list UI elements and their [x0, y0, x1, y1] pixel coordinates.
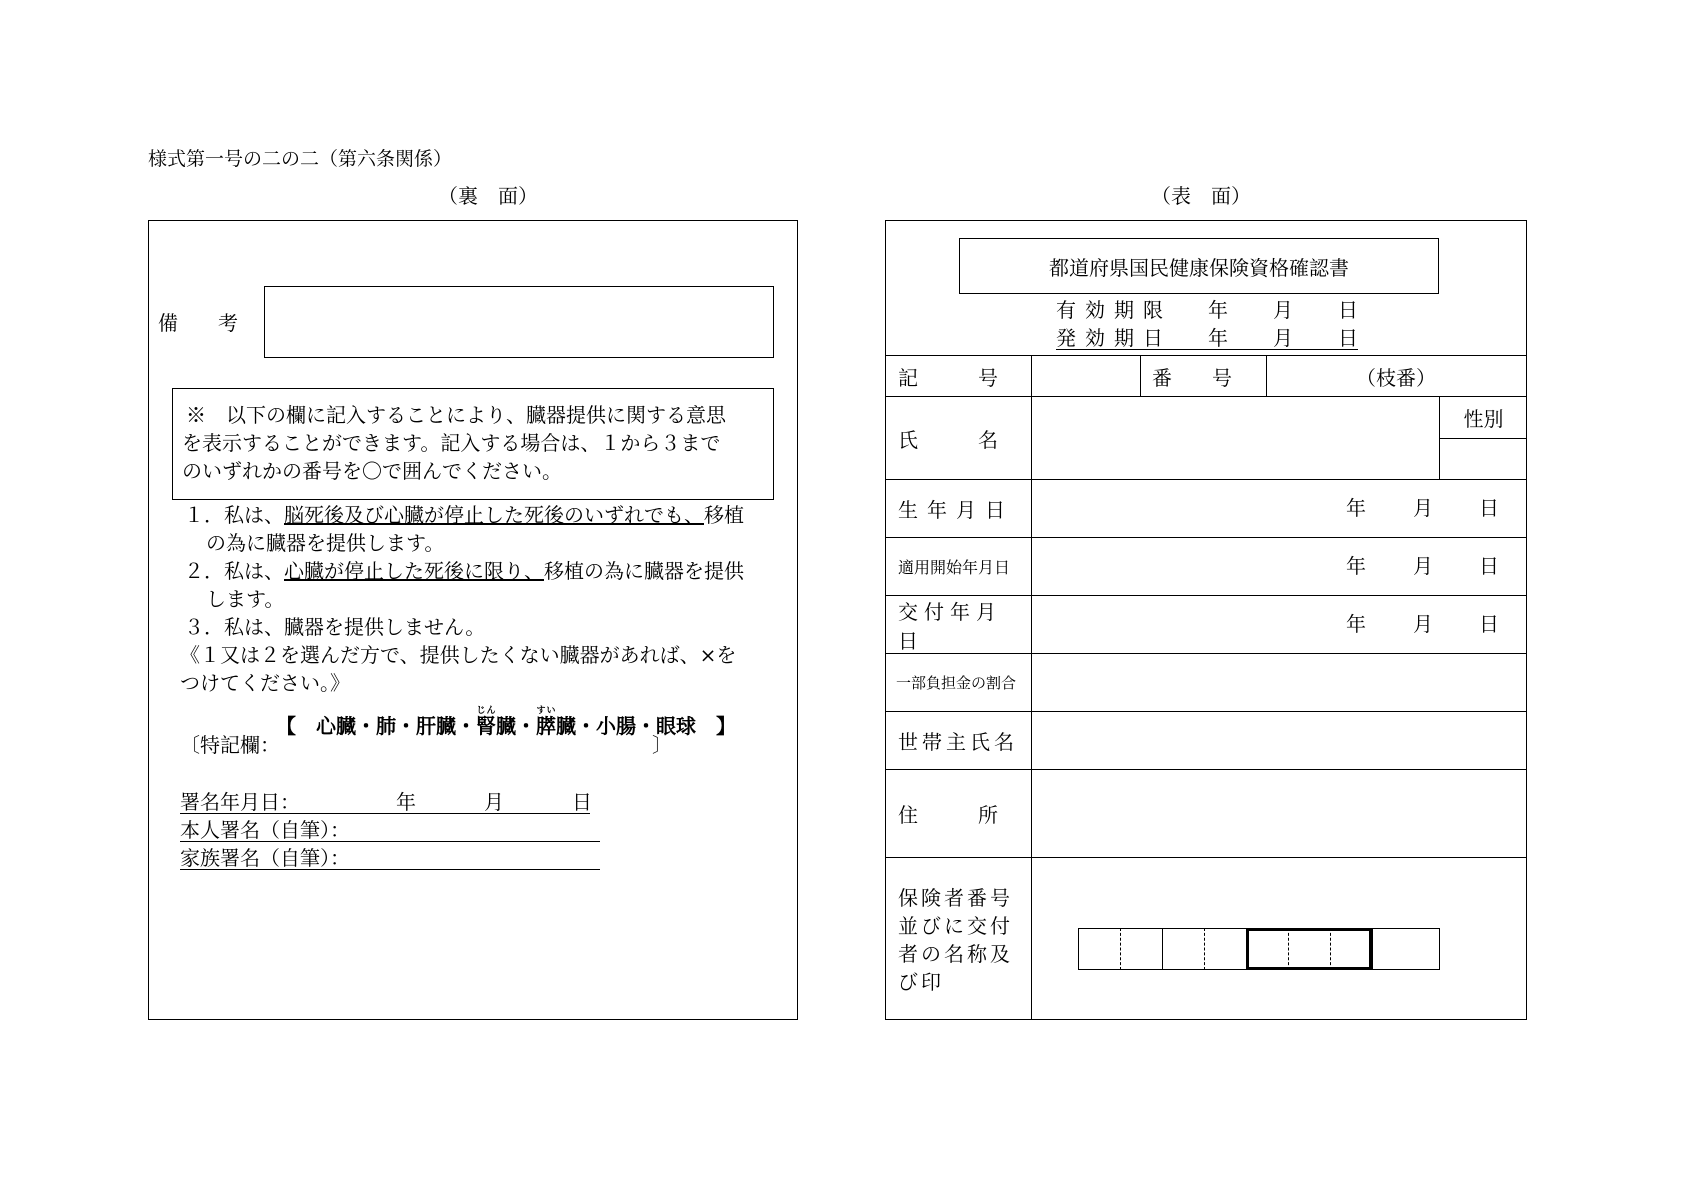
- organ-kidney-text: 腎: [476, 714, 496, 738]
- householder-label-cell: [898, 712, 1022, 769]
- number-column-divider: [1140, 355, 1141, 396]
- effective-date-month: 月: [1273, 326, 1293, 350]
- organ-pancreas-ruby: すい: [536, 706, 556, 716]
- sign-date-line[interactable]: [180, 813, 590, 814]
- row-divider: [885, 857, 1527, 858]
- issue-date-label-cell: [898, 596, 1022, 653]
- organ-list-suffix: 臓・小腸・眼球 】: [556, 714, 736, 738]
- option-2-suffix: 移植の為に臓器を提供: [544, 559, 744, 583]
- effective-date-year: 年: [1208, 326, 1228, 350]
- option-2-underlined: 心臓が停止した死後に限り、: [284, 559, 544, 583]
- gender-field[interactable]: [1440, 439, 1527, 479]
- insurer-digit-divider: [1120, 928, 1121, 970]
- insurer-digit-divider: [1204, 928, 1205, 970]
- effective-date-underline: [1056, 349, 1358, 350]
- apply-start-day: 日: [1479, 554, 1499, 578]
- remarks-label: 備 考: [158, 311, 238, 335]
- issue-year: 年: [1346, 612, 1366, 636]
- organ-pancreas-text: 膵: [536, 714, 556, 738]
- copay-field[interactable]: [1032, 654, 1527, 711]
- card-title: 都道府県国民健康保険資格確認書: [1049, 255, 1349, 280]
- address-label: 住 所: [898, 803, 998, 827]
- valid-until-year: 年: [1208, 298, 1228, 322]
- issue-day: 日: [1479, 612, 1499, 636]
- householder-field[interactable]: [1032, 712, 1527, 769]
- branch-label-cell: [1356, 356, 1476, 396]
- organ-list[interactable]: [276, 706, 736, 736]
- insurer-label-line-1: 保険者番号: [898, 886, 1013, 910]
- symbol-label-cell: [898, 356, 1022, 396]
- organ-list-mid: 臓・: [496, 714, 536, 738]
- insurer-number-highlight-box: [1246, 928, 1372, 970]
- gender-label-cell: [1440, 397, 1527, 438]
- exclude-note-line-1: 《１又は２を選んだ方で、提供したくない臓器があれば、×を: [180, 643, 737, 667]
- insurer-number-divider: [1162, 928, 1163, 970]
- sign-date-year: 年: [396, 790, 416, 814]
- copay-label: 一部負担金の割合: [896, 674, 1017, 692]
- notice-line-3: のいずれかの番号を〇で囲んでください。: [182, 459, 562, 483]
- notice-line-2: を表示することができます。記入する場合は、１から３まで: [182, 431, 721, 455]
- valid-until-day: 日: [1338, 298, 1358, 322]
- back-side-heading: （裏 面）: [438, 184, 538, 208]
- branch-column-divider: [1266, 355, 1267, 396]
- self-sign-label: 本人署名（自筆）：: [180, 818, 350, 842]
- option-1-line-2: の為に臓器を提供します。: [206, 531, 445, 555]
- option-2-prefix: ２．私は、: [184, 559, 284, 583]
- issue-date-label: 交付年月日: [898, 599, 1002, 653]
- birth-label: 生年月日: [898, 498, 1014, 522]
- option-3[interactable]: ３．私は、臓器を提供しません。: [184, 615, 486, 639]
- organ-kidney: [476, 706, 496, 738]
- family-sign-label: 家族署名（自筆）：: [180, 846, 350, 870]
- special-notes-open: 〔特記欄：: [180, 733, 280, 757]
- birth-label-cell: [898, 480, 1022, 537]
- number-label-cell: [1152, 356, 1262, 396]
- valid-until-month: 月: [1273, 298, 1293, 322]
- option-2[interactable]: [184, 561, 744, 581]
- name-label: 氏 名: [898, 427, 998, 452]
- option-1-suffix: 移植: [704, 503, 744, 527]
- birth-year: 年: [1346, 496, 1366, 520]
- name-label-cell: [898, 397, 1022, 479]
- organ-pancreas: [536, 706, 556, 738]
- address-field[interactable]: [1032, 770, 1527, 857]
- option-1-prefix: １．私は、: [184, 503, 284, 527]
- apply-start-label: 適用開始年月日: [898, 558, 1011, 577]
- option-2-line-2: します。: [206, 587, 285, 611]
- apply-start-label-cell: [898, 538, 1032, 595]
- family-sign-line[interactable]: [180, 869, 600, 870]
- insurer-label-line-2: 並びに交付: [898, 914, 1013, 938]
- organ-list-prefix: 【 心臓・肺・肝臓・: [276, 714, 476, 738]
- sign-date-label: 署名年月日：: [180, 790, 300, 814]
- special-notes-close: 〕: [652, 733, 672, 757]
- address-label-cell: [898, 770, 1022, 857]
- effective-date-label: 発効期日: [1056, 326, 1172, 350]
- sign-date-month: 月: [484, 790, 504, 814]
- organ-kidney-ruby: じん: [476, 706, 496, 716]
- copay-label-cell: [896, 654, 1032, 711]
- card-title-box: [959, 238, 1439, 294]
- name-field[interactable]: [1032, 397, 1438, 479]
- insurer-number-divider: [1372, 928, 1373, 970]
- apply-start-month: 月: [1413, 554, 1433, 578]
- self-sign-line[interactable]: [180, 841, 600, 842]
- form-title: 様式第一号の二の二（第六条関係）: [148, 148, 453, 170]
- effective-date-day: 日: [1338, 326, 1358, 350]
- householder-label: 世帯主氏名: [898, 730, 1018, 754]
- symbol-label: 記 号: [898, 365, 998, 390]
- number-label: 番 号: [1152, 365, 1232, 390]
- remarks-field[interactable]: [264, 286, 774, 358]
- gender-label: 性別: [1463, 407, 1504, 431]
- front-side-heading: （表 面）: [1151, 184, 1251, 208]
- symbol-field[interactable]: [1032, 356, 1140, 396]
- notice-line-1: ※ 以下の欄に記入することにより、臓器提供に関する意思: [186, 403, 726, 427]
- issue-month: 月: [1413, 612, 1433, 636]
- branch-label: （枝番）: [1356, 365, 1436, 390]
- apply-start-year: 年: [1346, 554, 1366, 578]
- option-1-underlined: 脳死後及び心臓が停止した死後のいずれでも、: [284, 503, 704, 527]
- birth-day: 日: [1479, 496, 1499, 520]
- exclude-note-line-2: つけてください。》: [180, 671, 350, 695]
- insurer-label-line-3: 者の名称及: [898, 942, 1013, 966]
- valid-until-label: 有効期限: [1056, 298, 1172, 322]
- option-1[interactable]: [184, 505, 744, 525]
- birth-month: 月: [1413, 496, 1433, 520]
- insurer-label-line-4: び印: [898, 970, 944, 994]
- sign-date-day: 日: [572, 790, 592, 814]
